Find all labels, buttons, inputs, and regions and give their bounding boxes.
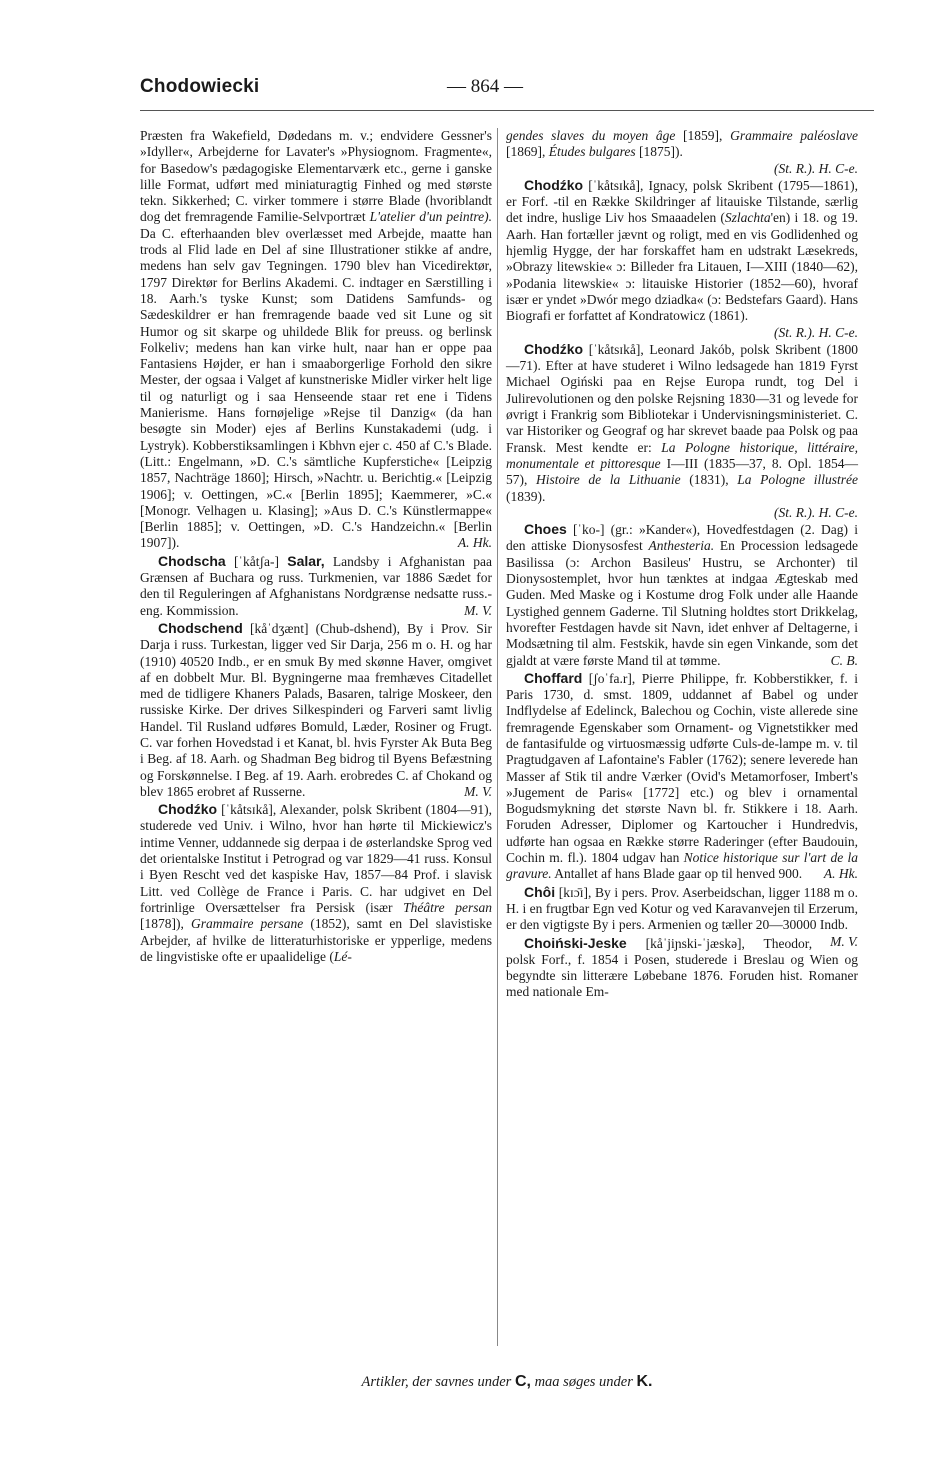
entry-choes: Choes [ˈko-] (gr.: »Kander«), Hovedfestdagen (2. Dag) i den attiske Dionysosfest Anthesteria. En Procession ledsagede Basilissa (ɔ: Archon Basileus' Hustru, se Archonter) til Dionysostemplet, hvor hun tænktes at indgaa Ægteskab med Guden. Med Maske og i Kostume drog Folk under alle Haande Lystighed gennem Gaderne. Til Slutning holdtes stort Drikkelag, hvorefter Festdagen havde sit Navn, idet enhver af Deltagerne, i Modsætning til alm. Festskik, havde sin egen Vinkande, som det gjaldt at være første Mand til at tømme. C. B. xyxy=(506,521,859,668)
entry-choffard: Choffard [ʃoˈfa.r], Pierre Philippe, fr. Kobberstikker, f. i Paris 1730, d. smst. 1809, uddannet af Babel og under Indflydelse af Edelinck, Balechou og Cochin, viste allerede sine fremragende Egenskaber som Ornament- og Vignetstikker med de fantasifulde og virtuosmæssig udførte Culs-de-lampe m. v. til Pragtudgaven af Lafontaine's Fabler (1762); senere leverede han Masser af Stik til andre Værker (Ovid's Metamorfoser, Imbert's »Jugement de Paris« [1772] etc.) og blev i ornamental Bogudsmykning det største Navn bl. fr. Stikkere i 18. Aarh. Foruden Adresser, Diplomer og Kartoucher i Hundredvis, udførte han ogsaa en Række større Raderinger (efter Baudouin, Cochin m. fl.). 1804 udgav han Notice historique sur l'art de la gravure. Antallet af hans Blade gaar op til henved 900. A. Hk. xyxy=(506,669,858,882)
author-signature: M. V. xyxy=(464,602,492,618)
author-signature: (St. R.). H. C-e. xyxy=(774,324,858,340)
headword: Choffard xyxy=(524,669,583,686)
author-signature: A. Hk. xyxy=(457,535,492,551)
column-divider xyxy=(497,128,498,1346)
continued-entry-text: Præsten fra Wakefield, Dødedans m. v.; endvidere Gessner's »Idyller«, Arbejderne for Lavater's »Physiognom. Fragmente«, for Basedow's pædagogiske Elementarværk etc., gerne i ganske lille Format, udført med miniaturagtig Finhed og med største tekn. Sikkerhed; C. virker tommere i større Blade (hvoriblandt dog det fremragende Familie-Selvportræt L'atelier d'un peintre). Da C. efterhaanden blev overlæsset med Arbejde, maatte han trods al Flid lade en Del af sine Illustrationer stikke af andre, medens han selv gav Tegningen. 1790 blev han Vicedirektør, 1797 Direktør for Berlins Akademi. C. indtager en Særstilling i 18. Aarh.'s tyske Kunst; som Datidens Samfunds- og Sædeskildrer er han fremragende baade ved sit Lune og sit Humor og sit skarpe og uhildede Blik for preuss. og berlinsk Folkeliv; medens han kan virke hult, naar han er oppe paa Fantasiens Højder, er han i smaaborgerlige Forhold den sikre Mester, der ogsaa i Valget af kunstneriske Midler virker helt lige til og naturligt og i saa Henseende staar ret ene i Tidens Manierisme. Hans fornøjelige »Rejse til Danzig« (da han besøgte sin Moder) ejes af Berlins Kunstakademi (udg. i Lystryk). Kobberstiksamlingen i Kbhvn ejer c. 450 af C.'s Blade. (Litt.: Engelmann, »D. C.'s sämtliche Kupferstiche« [Leipzig 1857, Nachträge 1860]; Hirsch, »Nachtr. u. Berichtig.« [Leipzig 1906]; v. Oettingen, »C.« [Berlin 1895]; Kaemmerer, »C.« [Monogr. Velhagen u. Klasing]; »Aus D. C.'s Künstlermappe« [Berlin 1885]; v. Oettingen, »D. C.'s Handzeichn.« [Berlin 1907]). A. Hk. xyxy=(140,128,493,551)
right-column xyxy=(506,128,858,1350)
entry-chodschend: Chodschend [kåˈdʒænt] (Chub-dshend), By i Prov. Sir Darja i russ. Turkestan, ligger ved Sir Darja, 256 m o. H. og har (1910) 40520 Indb., er en smuk By med skønne Haver, omgivet af en dobbelt Mur. Bl. Bygningerne maa fremhæves Citadellet med de tidligere Khaners Palads, Basaren, talrige Moskeer, den russiske Kirke. Der drives Silkespinderi og Farveri samt livlig Handel. Til Rusland udføres Bomuld, Læder, Rosiner og Frugt. C. var forhen Hovedstad i et Kanat, bl. hvis Fyrster Ak Buta Beg i Beg. af 18. Aarh. og Shadman Beg bidrog til Byens Befæstning og Forskønnelse. I Beg. af 19. Aarh. erobredes C. af Chokand og blev 1865 erobret af Russerne. M. V. xyxy=(140,619,492,799)
running-headword: Chodowiecki xyxy=(140,76,260,97)
headword: Chodźko xyxy=(524,340,584,357)
headword: Chodźko xyxy=(158,801,218,818)
footer-note: Artikler, der savnes under C, maa søges under K. xyxy=(361,1373,653,1390)
headword: Chodscha xyxy=(158,552,226,569)
author-signature: A. Hk. xyxy=(823,866,858,882)
headword: Chôi xyxy=(524,883,556,900)
author-signature: C. B. xyxy=(830,652,858,668)
continued-entry-text: gendes slaves du moyen âge [1859], Grammaire paléoslave [1869], Études bulgares [1875]). xyxy=(506,128,858,160)
headword: Chodschend xyxy=(158,619,243,636)
author-signature: (St. R.). H. C-e. xyxy=(774,160,858,176)
left-column xyxy=(140,128,492,1350)
headword: Chodźko xyxy=(524,176,584,193)
headword: Choiński-Jeske xyxy=(524,934,627,951)
headword: Choes xyxy=(524,521,567,538)
entry-chodzko-ignacy: Chodźko [ˈkåtsɪkå], Ignacy, polsk Skribent (1795—1861), er Forf. -til en Række Skildringer af litauiske Tilstande, særlig det indre, huslige Liv hos Smaaadelen (Szlachta'en) i 18. og 19. Aarh. Han fortæller jævnt og roligt, med en vis Godlidenhed og hjemlig Hygge, der har forskaffet ham en udstrakt Læsekreds, »Obrazy litewskie« ɔ: Billeder fra Litauen, I—XIII (1840—62), »Podania litewskie« ɔ: litauiske Historier (1852—60), hvoraf især er yndet »Dwór mego dziadka« (ɔ: Bedstefars Gaard). Hans Biografi er forfattet af Kondratowicz (1861). xyxy=(506,176,858,324)
entry-choi: Chôi [kɪɔ̄ɪ], By i pers. Prov. Aserbeidschan, ligger 1188 m o. H. i en frugtbar Egn ved Kotur og ved Karavanvejen til Erzerum, er den vigtigste By i pers. Armenien og tæller 20—30000 Indb. M. V. xyxy=(506,883,859,949)
entry-choinski-jeske: Choiński-Jeske [kåˈjiɲski-ˈjæskə], Theodor, polsk Forf., f. 1854 i Posen, studerede i Breslau og Wien og begyndte sin litterære Løbebane 1876. Foruden hist. Romaner med nationale Em- xyxy=(506,934,858,1000)
entry-chodzko-leonard: Chodźko [ˈkåtsɪkå], Leonard Jakób, polsk Skribent (1800—71). Efter at have studeret i Wilno ledsagede han 1819 Fyrst Michael Ogiński paa en Rejse Europa rundt, tog Del i Julirevolutionen og den polske Rejsning 1830—31 og levede for øvrigt i Frankrig som Bibliotekar i Undervisningsministeriet. C. var Historiker og Geograf og har skrevet baade paa Polsk og paa Fransk. Mest kendte er: La Pologne historique, littéraire, monumentale et pittoresque I—III (1835—37, 8. Opl. 1854—57), Histoire de la Lithuanie (1831), La Pologne illustrée (1839). xyxy=(506,340,858,504)
page-number: — 864 — xyxy=(447,76,523,97)
header-rule xyxy=(140,110,874,111)
entry-chodscha: Chodscha [ˈkåtʃa-] Salar, Landsby i Afghanistan paa Grænsen af Buchara og russ. Turkmenien, var 1886 Sædet for den til Reguleringen af Afghanistans Nordgrænse nedsatte russ.-eng. Kommission. M. V. xyxy=(140,552,493,618)
author-signature: (St. R.). H. C-e. xyxy=(774,504,858,520)
author-signature: M. V. xyxy=(464,783,492,799)
entry-chodzko-alexander: Chodźko [ˈkåtsɪkå], Alexander, polsk Skribent (1804—91), studerede ved Univ. i Wilno, hvor han hørte til Mickiewicz's intime Venner, uddannede sig derpaa i de østerlandske Sprog ved det orientalske Institut i Petrograd og var 1829—41 russ. Konsul i Byen Rescht ved det kaspiske Hav, 1857—84 Prof. i slavisk Litt. ved Collège de France i Paris. C. har udgivet en Del fortrinlige Oversættelser fra Persisk (især Théâtre persan [1878]), Grammaire persane (1852), samt en Del slavistiske Arbejder, af hvilke de litteraturhistoriske er ypperlige, medens de lingvistiske ofte er upaalidelige (Lé- xyxy=(140,801,493,964)
author-signature: M. V. xyxy=(830,933,858,949)
running-head xyxy=(112,76,874,106)
